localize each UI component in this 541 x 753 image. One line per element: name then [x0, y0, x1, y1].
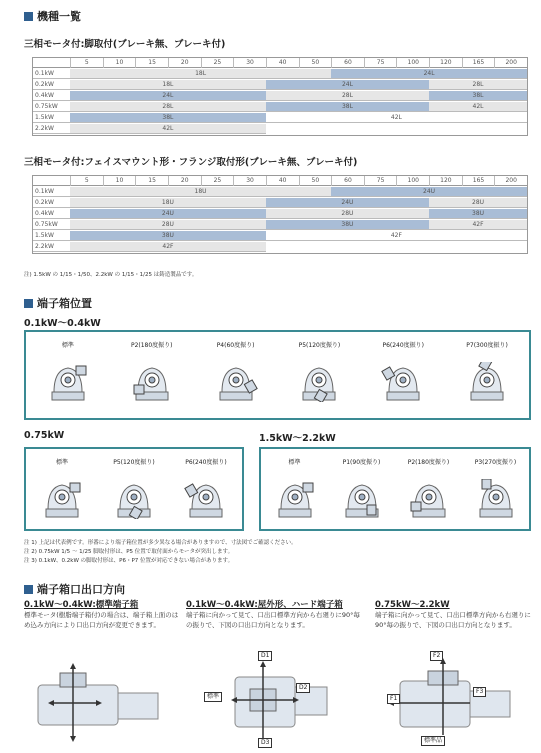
- group2-box: [24, 447, 244, 531]
- row-label-power: 0.75kW: [33, 102, 70, 112]
- ratio-header-cell: 10: [103, 176, 136, 186]
- ratio-header-cell: 200: [494, 176, 527, 186]
- position-caption: P3(270度振り): [474, 459, 517, 466]
- table2-title: 三相モータ付:フェイスマウント形・フランジ取付形(ブレーキ無、ブレーキ付): [24, 157, 358, 168]
- ratio-header-cell: 5: [70, 176, 103, 186]
- ratio-header-cell: 50: [299, 176, 332, 186]
- ratio-header-cell: 15: [135, 58, 168, 68]
- col2-title: 0.1kW〜0.4kW:屋外形、ハード端子箱: [186, 600, 343, 610]
- ratio-header-cell: 60: [331, 176, 364, 186]
- motor-front-icon: [340, 479, 380, 511]
- col2: [186, 598, 366, 630]
- motor-front-icon: [130, 362, 170, 394]
- row-label-power: 0.1kW: [33, 187, 70, 197]
- table-header: [33, 58, 527, 68]
- frame-size-bar: 24L: [266, 80, 429, 90]
- frame-size-bar: 42L: [70, 124, 266, 134]
- frame-size-bar: 18U: [70, 187, 331, 197]
- col2-text: 端子箱に向かって見て、口出口標準方向から右廻りに90°毎の振りで、下図の口出口方向となります。: [186, 611, 360, 629]
- label-standard-product: 標準品: [421, 736, 445, 746]
- motor-front-icon: [297, 362, 337, 394]
- ratio-header-cell: 200: [494, 58, 527, 68]
- ratio-header-cell: 10: [103, 58, 136, 68]
- ratio-table-foot: [32, 57, 528, 136]
- frame-size-bar: 24U: [331, 187, 527, 197]
- motor-front-icon: [381, 362, 421, 394]
- ratio-header-cell: 120: [429, 58, 462, 68]
- frame-size-bar: 38U: [429, 209, 527, 219]
- note-line: 注 2) 0.75kW 1/5 〜 1/25 脚取付形は、P5 位置で取付面からモータが突出します。: [24, 549, 234, 555]
- ratio-header-cell: 75: [364, 58, 397, 68]
- row-label-power: 2.2kW: [33, 124, 70, 134]
- section-marker-icon: [24, 299, 33, 308]
- frame-size-bar: 42F: [70, 242, 266, 252]
- position-caption: P2(180度振り): [130, 342, 173, 349]
- frame-size-bar: 38U: [70, 231, 266, 241]
- ratio-header-cell: 165: [462, 176, 495, 186]
- position-caption: P6(240度振り): [185, 459, 227, 466]
- position-caption: 標準: [61, 342, 74, 349]
- label-d3: D3: [258, 738, 272, 748]
- label-d2: D2: [296, 683, 310, 693]
- ratio-header-cell: 40: [266, 58, 299, 68]
- row-label-power: 1.5kW: [33, 113, 70, 123]
- position-caption: P5(120度振り): [113, 459, 155, 466]
- frame-size-bar: 24U: [266, 198, 429, 208]
- frame-size-bar: 42F: [429, 220, 527, 230]
- frame-size-bar: 24L: [331, 69, 527, 79]
- ratio-header-cell: 20: [168, 176, 201, 186]
- col1: [24, 598, 184, 630]
- frame-size-bar: 38L: [429, 91, 527, 101]
- ratio-header-cell: 25: [201, 176, 234, 186]
- frame-size-bar: 38U: [266, 220, 429, 230]
- motor-front-icon: [184, 479, 224, 511]
- position-caption: P7(300度振り): [466, 342, 508, 349]
- position-caption: 標準: [288, 459, 301, 466]
- motor-front-icon: [273, 479, 313, 511]
- row-label-power: 0.75kW: [33, 220, 70, 230]
- ratio-header-cell: 30: [233, 176, 266, 186]
- section-title-models: 機種一覧: [24, 8, 81, 24]
- frame-size-bar: 18L: [70, 69, 331, 79]
- label-f3: F3: [473, 687, 486, 697]
- table-header: [33, 176, 527, 186]
- ratio-header-cell: 60: [331, 58, 364, 68]
- frame-size-bar: 28U: [70, 220, 266, 230]
- section-marker-icon: [24, 585, 33, 594]
- frame-size-bar: 18U: [70, 198, 266, 208]
- row-label-power: 0.2kW: [33, 198, 70, 208]
- frame-size-bar: 42F: [266, 231, 527, 241]
- ratio-header-cell: 100: [396, 176, 429, 186]
- ratio-header-cell: 30: [233, 58, 266, 68]
- motor-side-illustration-3: [380, 655, 530, 750]
- ratio-header-cell: 50: [299, 58, 332, 68]
- motor-front-icon: [46, 362, 86, 394]
- motor-front-icon: [474, 479, 514, 511]
- col1-title: 0.1kW〜0.4kW:標準端子箱: [24, 600, 139, 610]
- frame-size-bar: 28L: [266, 91, 429, 101]
- table-note: 注) 1.5kW の 1/15・1/50、2.2kW の 1/15・1/25 は鋳造製品です。: [24, 272, 198, 278]
- row-label-power: 0.2kW: [33, 80, 70, 90]
- position-caption: P1(90度振り): [342, 459, 381, 466]
- frame-size-bar: 24U: [70, 209, 266, 219]
- row-label-power: 2.2kW: [33, 242, 70, 252]
- frame-size-bar: 28U: [429, 198, 527, 208]
- motor-front-icon: [407, 479, 447, 511]
- ratio-header-cell: 120: [429, 176, 462, 186]
- position-notes: [24, 539, 297, 566]
- label-d1: D1: [258, 651, 272, 661]
- frame-size-bar: 42L: [266, 113, 527, 123]
- col3: [375, 598, 535, 630]
- position-caption: P6(240度振り): [382, 342, 425, 349]
- motor-front-icon: [112, 479, 152, 511]
- ratio-header-cell: 40: [266, 176, 299, 186]
- position-caption: P5(120度振り): [298, 342, 341, 349]
- section-marker-icon: [24, 12, 33, 21]
- row-label-power: 0.4kW: [33, 91, 70, 101]
- col1-text: 標準モータ(樹脂端子箱付)の場合は、端子箱上面のはめ込み方向により口出口方向が変更できます。: [24, 611, 179, 629]
- frame-size-bar: 28L: [429, 80, 527, 90]
- ratio-header-cell: 15: [135, 176, 168, 186]
- group3-box: [259, 447, 531, 531]
- frame-size-bar: 38L: [266, 102, 429, 112]
- frame-size-bar: 38L: [70, 113, 266, 123]
- row-label-power: 0.1kW: [33, 69, 70, 79]
- label-f1: F1: [387, 694, 400, 704]
- row-label-power: 1.5kW: [33, 231, 70, 241]
- group2-title: 0.75kW: [24, 430, 65, 441]
- row-label-power: 0.4kW: [33, 209, 70, 219]
- col3-title: 0.75kW〜2.2kW: [375, 600, 450, 610]
- position-caption: P2(180度振り): [407, 459, 450, 466]
- ratio-header-cell: 165: [462, 58, 495, 68]
- ratio-header-cell: 100: [396, 58, 429, 68]
- motor-front-icon: [214, 362, 254, 394]
- frame-size-bar: 24L: [70, 91, 266, 101]
- frame-size-bar: 28L: [70, 102, 266, 112]
- group3-title: 1.5kW〜2.2kW: [259, 433, 336, 444]
- col3-text: 端子箱に向かって見て、口出口標準方向から右廻りに90°毎の振りで、下図の口出口方向となります。: [375, 611, 531, 629]
- group1-box: [24, 330, 531, 420]
- label-f2: F2: [430, 651, 443, 661]
- ratio-header-cell: 20: [168, 58, 201, 68]
- frame-size-bar: 28U: [266, 209, 429, 219]
- ratio-header-cell: 25: [201, 58, 234, 68]
- note-line: 注 3) 0.1kW、0.2kW の脚取付形は、P6・P7 位置が対応できない場合があります。: [24, 558, 234, 564]
- frame-size-bar: 18L: [70, 80, 266, 90]
- section-title-terminal-position: 端子箱位置: [24, 295, 92, 311]
- frame-size-bar: 42L: [429, 102, 527, 112]
- ratio-header-cell: 75: [364, 176, 397, 186]
- section-title-outlet-direction: 端子箱口出口方向: [24, 581, 125, 597]
- ratio-header-cell: 5: [70, 58, 103, 68]
- ratio-table-flange: [32, 175, 528, 254]
- group1-title: 0.1kW〜0.4kW: [24, 318, 101, 329]
- position-caption: P4(60度振り): [216, 342, 255, 349]
- motor-side-illustration-1: [30, 655, 170, 750]
- motor-front-icon: [465, 362, 505, 394]
- position-caption: 標準: [55, 459, 68, 466]
- motor-side-illustration-2: [205, 655, 335, 750]
- label-standard: 標準: [204, 692, 222, 702]
- table1-title: 三相モータ付:脚取付(ブレーキ無、ブレーキ付): [24, 39, 226, 50]
- note-line: 注 1) 上記は代表例です。形番により端子箱位置が多少異なる場合がありますので、寸法図でご確認ください。: [24, 540, 297, 546]
- motor-front-icon: [40, 479, 80, 511]
